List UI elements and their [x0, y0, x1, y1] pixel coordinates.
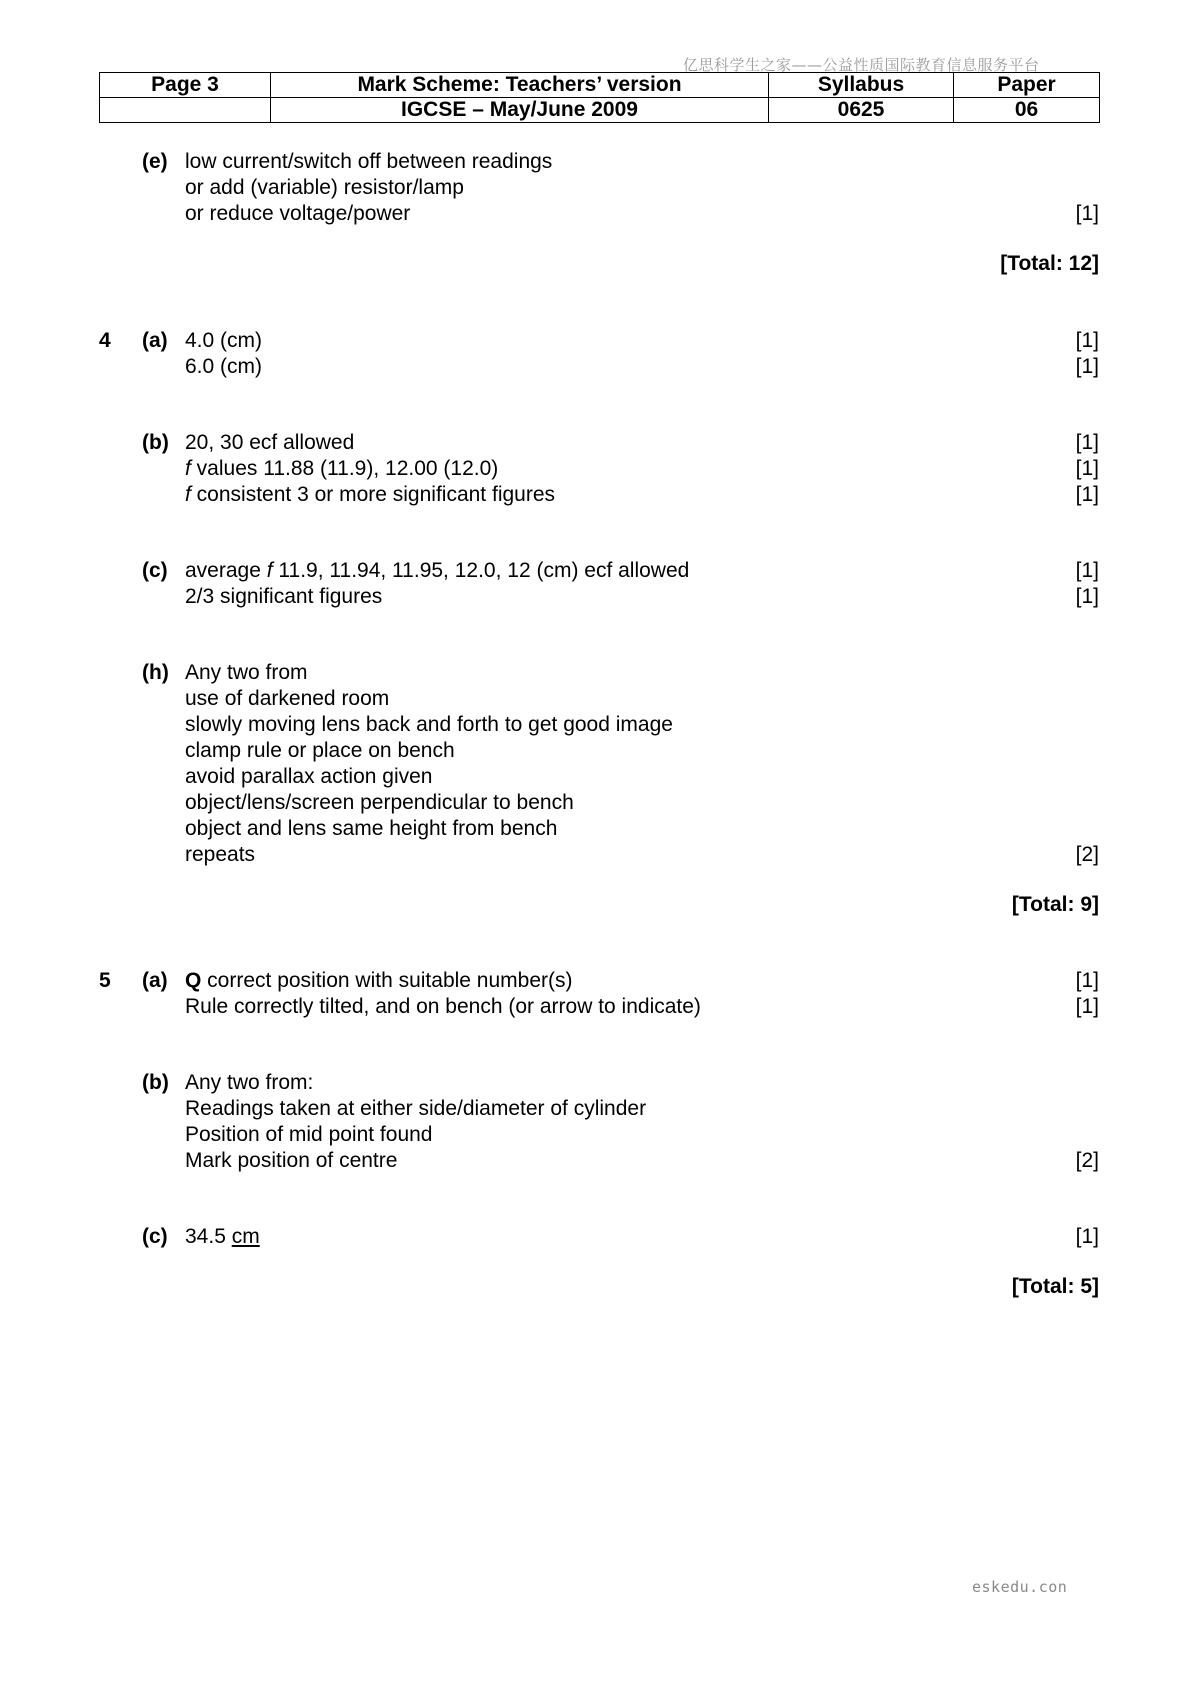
q4c-line-1-pre: average: [185, 559, 267, 582]
header-page: Page 3: [100, 73, 271, 98]
q4h-mark: [2]: [1075, 843, 1099, 866]
q4b-line-1: 20, 30 ecf allowed: [185, 431, 355, 454]
q5-total: [Total: 5]: [1011, 1275, 1099, 1298]
q5b-mark: [2]: [1075, 1149, 1099, 1172]
q4-total: [Total: 9]: [1011, 893, 1099, 916]
header-paper-label: Paper: [954, 73, 1100, 98]
q4c-line-1: [185, 558, 689, 584]
q3e-mark: [1]: [1075, 202, 1099, 225]
q5b-part-label: (b): [142, 1071, 169, 1094]
q4a-line-2: 6.0 (cm): [185, 355, 263, 378]
q4b-line-3-text: consistent 3 or more significant figures: [190, 483, 556, 506]
q4-number: 4: [99, 329, 111, 352]
header-syllabus-label: Syllabus: [769, 73, 954, 98]
q4c-mark-2: [1]: [1075, 585, 1099, 608]
q4c-line-2: 2/3 significant figures: [185, 585, 383, 608]
header-syllabus: 0625: [769, 98, 954, 123]
q3-total: [Total: 12]: [1000, 252, 1099, 275]
q4h-line-8: repeats: [185, 843, 256, 866]
footer-site: eskedu.con: [972, 1578, 1068, 1596]
q4h-line-3: slowly moving lens back and forth to get good image: [185, 713, 673, 736]
q4b-mark-1: [1]: [1075, 431, 1099, 454]
q5c-mark: [1]: [1075, 1225, 1099, 1248]
q5a-mark-1: [1]: [1075, 969, 1099, 992]
f-symbol: f: [185, 457, 191, 480]
q-symbol: Q: [185, 969, 202, 992]
q5a-line-2: Rule correctly tilted, and on bench (or arrow to indicate): [185, 995, 701, 1018]
q5c-line-1: [185, 1224, 260, 1250]
q4c-mark-1: [1]: [1075, 559, 1099, 582]
q3e-line-1: low current/switch off between readings: [185, 150, 553, 173]
q3e-line-3: or reduce voltage/power: [185, 202, 411, 225]
q4b-line-2-text: values 11.88 (11.9), 12.00 (12.0): [190, 457, 499, 480]
q5b-line-4: Mark position of centre: [185, 1149, 398, 1172]
q4b-mark-3: [1]: [1075, 483, 1099, 506]
q5a-line-1-text: correct position with suitable number(s): [201, 969, 573, 992]
q5b-line-3: Position of mid point found: [185, 1123, 433, 1146]
q5b-line-1: Any two from:: [185, 1071, 314, 1094]
q4h-part-label: (h): [142, 661, 169, 684]
q5b-line-2: Readings taken at either side/diameter of cylinder: [185, 1097, 647, 1120]
q4a-mark-1: [1]: [1075, 329, 1099, 352]
q4h-line-5: avoid parallax action given: [185, 765, 433, 788]
q4a-part-label: (a): [142, 329, 168, 352]
q4c-line-1-text: 11.9, 11.94, 11.95, 12.0, 12 (cm) ecf allowed: [272, 559, 690, 582]
q4b-part-label: (b): [142, 431, 169, 454]
q3e-line-2: or add (variable) resistor/lamp: [185, 176, 464, 199]
q5a-mark-2: [1]: [1075, 995, 1099, 1018]
q4b-line-3: [185, 482, 555, 508]
q4b-mark-2: [1]: [1075, 457, 1099, 480]
q4h-line-1: Any two from: [185, 661, 308, 684]
q3e-part-label: (e): [142, 150, 168, 173]
f-symbol: f: [185, 483, 191, 506]
q4b-line-2: [185, 456, 498, 482]
f-symbol: f: [266, 559, 273, 582]
q5a-part-label: (a): [142, 969, 168, 992]
q5c-value: 34.5: [185, 1225, 232, 1248]
header-exam: IGCSE – May/June 2009: [271, 98, 769, 123]
header-empty-cell: [100, 98, 271, 123]
header-title: Mark Scheme: Teachers’ version: [271, 73, 769, 98]
q4a-line-1: 4.0 (cm): [185, 329, 263, 352]
q5c-unit: cm: [231, 1225, 260, 1248]
q4h-line-4: clamp rule or place on bench: [185, 739, 455, 762]
watermark: 亿思科学生之家——公益性质国际教育信息服务平台: [683, 56, 1040, 74]
q4h-line-2: use of darkened room: [185, 687, 390, 710]
header-table: [99, 72, 1100, 123]
q4h-line-6: object/lens/screen perpendicular to bench: [185, 791, 574, 814]
q5-number: 5: [99, 969, 111, 992]
q5c-part-label: (c): [142, 1225, 168, 1248]
q4c-part-label: (c): [142, 559, 168, 582]
q5a-line-1: [185, 968, 573, 994]
q4h-line-7: object and lens same height from bench: [185, 817, 558, 840]
q4a-mark-2: [1]: [1075, 355, 1099, 378]
header-paper: 06: [954, 98, 1100, 123]
